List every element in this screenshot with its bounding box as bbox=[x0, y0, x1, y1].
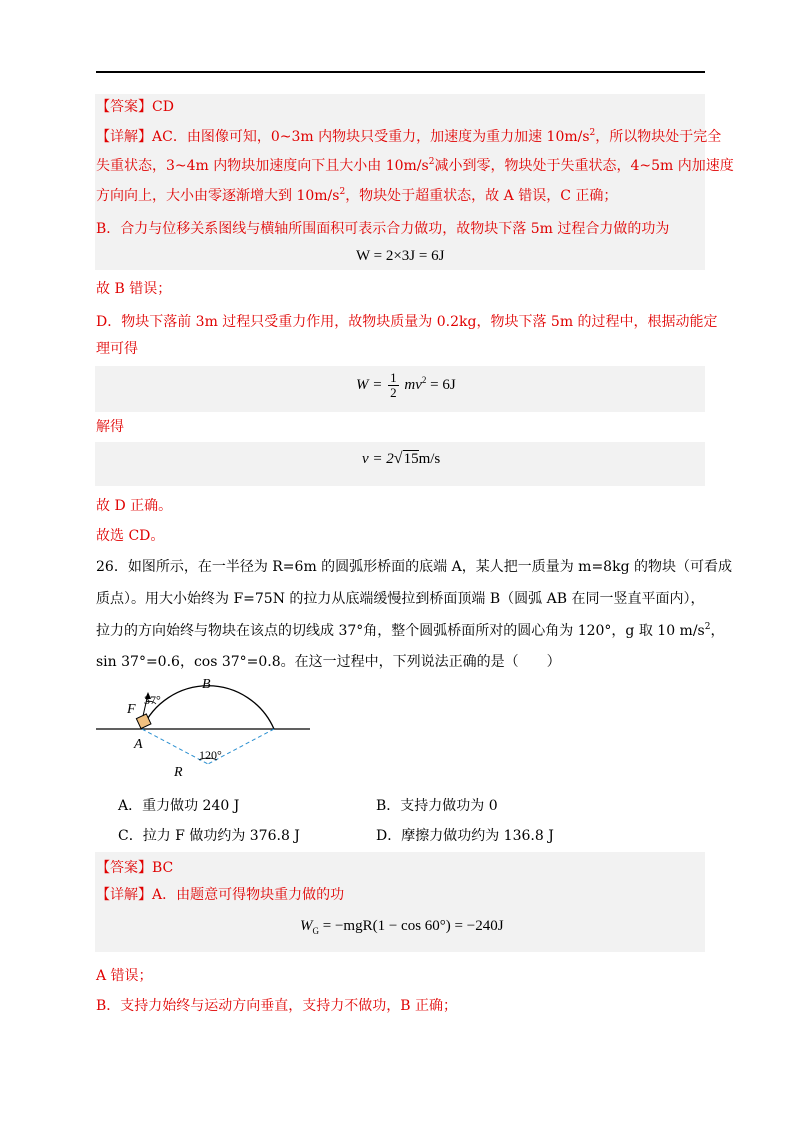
choose-text: 故选 CD。 bbox=[96, 528, 165, 544]
equation-kinetic: W = $\frac{1}{2}$ $mv^2 = 6J$ bbox=[356, 370, 456, 400]
b-right-text: B．支持力始终与运动方向垂直，支持力不做功，B 正确； bbox=[96, 998, 458, 1014]
detail-line-1: 【详解】AC．由图像可知，0~3m 内物块只受重力，加速度为重力加速 $10m/s^2$，所以物块处于完全 bbox=[96, 128, 722, 145]
question-line-4: sin 37°=0.6，cos 37°=0.8。在这一过程中，下列说法正确的是（ ） bbox=[96, 654, 561, 670]
detail-line-6: 理可得 bbox=[96, 341, 138, 357]
equation-velocity: v = 2√15m/s bbox=[362, 450, 441, 467]
question-line-3: 拉力的方向始终与物块在该点的切线成 37°角，整个圆弧桥面所对的圆心角为 120°，g 取 10 $m/s^2$， bbox=[96, 622, 725, 639]
equation-work: W = 2×3J = 6J bbox=[356, 248, 445, 264]
label-F: F bbox=[127, 702, 136, 717]
label-B: B bbox=[202, 677, 211, 692]
label-A: A bbox=[134, 737, 143, 752]
arc-bridge-diagram bbox=[96, 676, 316, 786]
option-c: C．拉力 F 做功约为 376.8 J bbox=[118, 828, 300, 844]
label-37: 37° bbox=[144, 693, 161, 707]
equation-gravity-work: $W_G = -mgR(1 - \cos 60^\circ) = -240J$ bbox=[300, 918, 504, 936]
option-b: B．支持力做功为 0 bbox=[376, 798, 498, 814]
answer-label-1: 【答案】CD bbox=[96, 99, 174, 115]
detail-line-a: 【详解】A．由题意可得物块重力做的功 bbox=[96, 887, 345, 903]
label-120: 120° bbox=[199, 748, 222, 762]
a-wrong-text: A 错误； bbox=[96, 968, 153, 984]
jiede-text: 解得 bbox=[96, 419, 124, 435]
answer-label-2: 【答案】BC bbox=[96, 860, 174, 876]
b-wrong-text: 故 B 错误； bbox=[96, 281, 172, 297]
option-d: D．摩擦力做功约为 136.8 J bbox=[376, 828, 554, 844]
label-R: R bbox=[174, 765, 183, 780]
question-line-1: 26．如图所示，在一半径为 R=6m 的圆弧形桥面的底端 A，某人把一质量为 m=8kg 的物块（可看成 bbox=[96, 559, 732, 575]
detail-line-5: D．物块下落前 3m 过程只受重力作用，故物块质量为 0.2kg，物块下落 5m 的过程中，根据动能定 bbox=[96, 314, 718, 330]
question-line-2: 质点）。用大小始终为 F=75N 的拉力从底端缓慢拉到桥面顶端 B（圆弧 AB 在同一竖直平面内）， bbox=[96, 591, 705, 607]
bridge-arc bbox=[142, 686, 274, 729]
option-a: A．重力做功 240 J bbox=[118, 798, 240, 814]
header-rule bbox=[96, 71, 705, 73]
d-right-text: 故 D 正确。 bbox=[96, 498, 173, 514]
detail-line-4: B．合力与位移关系图线与横轴所围面积可表示合力做功，故物块下落 5m 过程合力做的功为 bbox=[96, 221, 670, 237]
detail-line-3: 方向向上，大小由零逐渐增大到 $10m/s^2$，物块处于超重状态，故 A 错误，C 正确； bbox=[96, 187, 618, 204]
detail-line-2: 失重状态，3~4m 内物块加速度向下且大小由 $10m/s^2$减小到零，物块处于失重状态，4~5m 内加速度 bbox=[96, 157, 734, 174]
answer-block-1 bbox=[95, 94, 705, 270]
